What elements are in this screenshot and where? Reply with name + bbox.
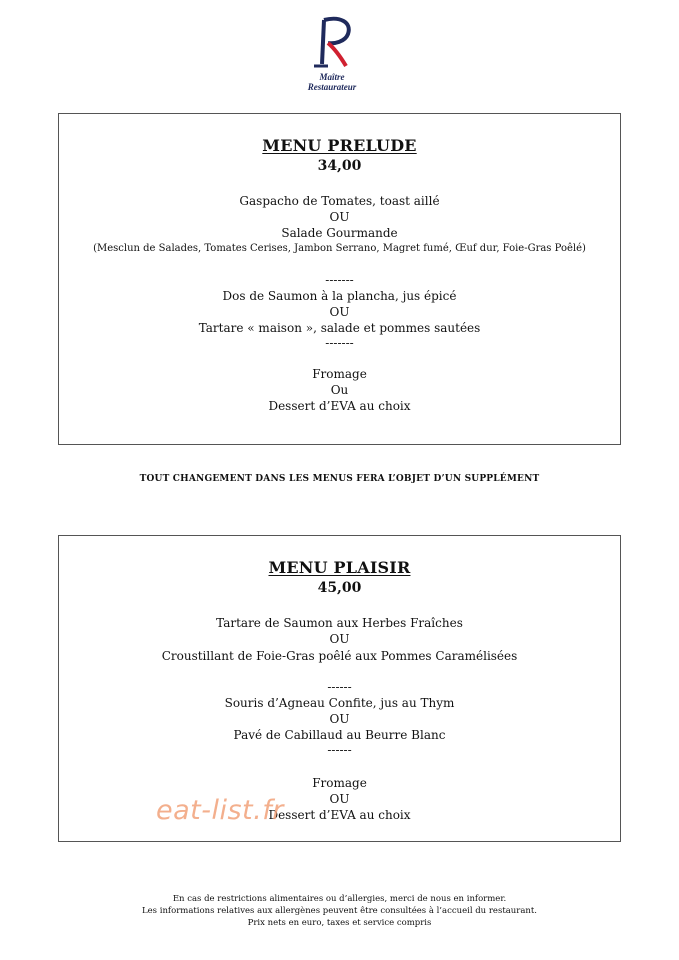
menu-item: Salade Gourmande — [281, 226, 398, 240]
menu-item: Fromage — [312, 367, 367, 381]
footer-price-line: Prix nets en euro, taxes et service compris — [247, 918, 432, 928]
menu-price: 45,00 — [317, 580, 362, 596]
course-divider: ------ — [327, 680, 352, 694]
menu-change-notice: TOUT CHANGEMENT DANS LES MENUS FERA L’OBJET D’UN SUPPLÉMENT — [139, 474, 540, 484]
menu-item: Tartare « maison », salade et pommes sautées — [198, 321, 481, 335]
menu-item-description: (Mesclun de Salades, Tomates Cerises, Jambon Serrano, Magret fumé, Œuf dur, Foie-Gras Poêlé) — [93, 243, 586, 254]
course-divider: ------ — [327, 743, 352, 757]
menu-item: Dos de Saumon à la plancha, jus épicé — [222, 289, 457, 303]
watermark: eat-list.fr — [156, 795, 284, 826]
menu-price: 34,00 — [317, 158, 362, 174]
course-divider: ------- — [325, 273, 354, 287]
maitre-restaurateur-logo — [292, 14, 372, 100]
menu-item: Pavé de Cabillaud au Beurre Blanc — [233, 728, 446, 742]
menu-title: MENU PRELUDE — [262, 136, 417, 155]
menu-item: Souris d’Agneau Confite, jus au Thym — [224, 696, 455, 710]
logo-text-line1: Maître — [319, 72, 345, 82]
course-divider: ------- — [325, 336, 354, 350]
menu-plaisir-box — [58, 535, 621, 842]
menu-separator-or: Ou — [330, 383, 349, 397]
menu-item: Dessert d’EVA au choix — [268, 808, 411, 822]
logo-text-line2: Restaurateur — [307, 82, 357, 92]
menu-item: Gaspacho de Tomates, toast aillé — [239, 194, 440, 208]
menu-separator-or: OU — [329, 210, 350, 224]
menu-item: Dessert d’EVA au choix — [268, 399, 411, 413]
menu-item: Croustillant de Foie-Gras poêlé aux Pommes Caramélisées — [161, 649, 518, 663]
footer-allergen-info-line: Les informations relatives aux allergènes peuvent être consultées à l’accueil du restaurant. — [142, 906, 537, 916]
menu-separator-or: OU — [329, 632, 350, 646]
menu-title: MENU PLAISIR — [268, 558, 411, 577]
menu-separator-or: OU — [329, 305, 350, 319]
menu-prelude-box — [58, 113, 621, 445]
menu-item: Fromage — [312, 776, 367, 790]
menu-separator-or: OU — [329, 712, 350, 726]
footer-allergy-line: En cas de restrictions alimentaires ou d’allergies, merci de nous en informer. — [172, 894, 507, 904]
menu-separator-or: OU — [329, 792, 350, 806]
menu-item: Tartare de Saumon aux Herbes Fraîches — [216, 616, 463, 630]
r-logo-icon — [310, 14, 354, 72]
